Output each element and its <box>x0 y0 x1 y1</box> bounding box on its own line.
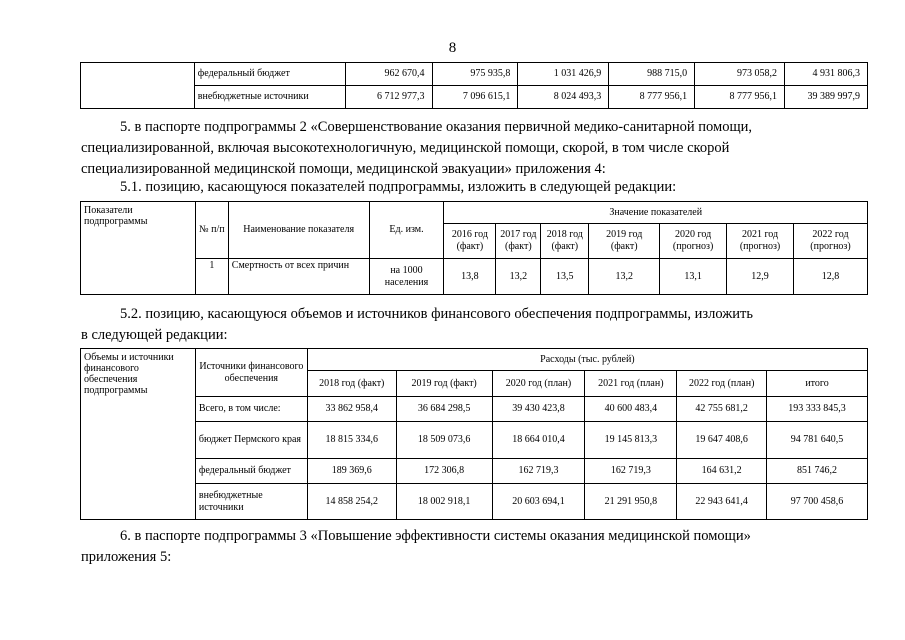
value-cell: 193 333 845,3 <box>767 397 868 422</box>
year-header: 2019 год (факт) <box>396 371 492 397</box>
indicator-value: 12,8 <box>793 259 867 295</box>
paragraph-5 <box>81 117 867 180</box>
col-header-expenses: Расходы (тыс. рублей) <box>307 349 867 371</box>
value-cell: 42 755 681,2 <box>677 397 767 422</box>
value-cell: 18 002 918,1 <box>396 484 492 520</box>
value-cell: 164 631,2 <box>677 459 767 484</box>
value-cell: 162 719,3 <box>585 459 677 484</box>
value-cell: 8 777 956,1 <box>695 86 785 109</box>
year-header: 2016 год (факт) <box>444 224 496 259</box>
indicator-value: 13,2 <box>589 259 660 295</box>
value-cell: 18 664 010,4 <box>492 422 585 459</box>
paragraph-6 <box>81 526 867 568</box>
paragraph-6-line-2: приложения 5: <box>81 549 172 565</box>
indicator-value: 13,1 <box>660 259 727 295</box>
top-financing-table <box>80 62 868 109</box>
paragraph-5-1: 5.1. позицию, касающуюся показателей подпрограммы, изложить в следующей редакции: <box>120 179 677 195</box>
year-header: 2017 год (факт) <box>496 224 541 259</box>
value-cell: 189 369,6 <box>307 459 396 484</box>
indicator-name: Смертность от всех причин <box>228 259 369 295</box>
paragraph-5-2 <box>81 304 867 346</box>
value-cell: 20 603 694,1 <box>492 484 585 520</box>
col-header-num: № п/п <box>195 202 228 259</box>
row-label: Всего, в том числе: <box>195 397 307 422</box>
row-label: внебюджетные источники <box>194 86 345 109</box>
value-cell: 18 509 073,6 <box>396 422 492 459</box>
col-header-name: Наименование показателя <box>228 202 369 259</box>
value-cell: 973 058,2 <box>695 63 785 86</box>
paragraph-6-line-1: 6. в паспорте подпрограммы 3 «Повышение эффективности системы оказания медицинской помощи» <box>120 528 751 544</box>
year-header: 2022 год (прогноз) <box>793 224 867 259</box>
row-label: федеральный бюджет <box>194 63 345 86</box>
col-header-unit: Ед. изм. <box>369 202 444 259</box>
value-cell: 172 306,8 <box>396 459 492 484</box>
side-label: Объемы и источники финансового обеспечения подпрограммы <box>81 349 196 520</box>
indicator-value: 13,8 <box>444 259 496 295</box>
year-header: 2022 год (план) <box>677 371 767 397</box>
value-cell: 36 684 298,5 <box>396 397 492 422</box>
indicators-table <box>80 201 868 295</box>
empty-side-cell <box>81 63 195 109</box>
paragraph-5-2-line-1: 5.2. позицию, касающуюся объемов и источников финансового обеспечения подпрограммы, изложить <box>120 306 753 322</box>
year-header: 2020 год (план) <box>492 371 585 397</box>
finance-table <box>80 348 868 520</box>
value-cell: 19 647 408,6 <box>677 422 767 459</box>
side-label: Показатели подпрограммы <box>81 202 196 295</box>
indicator-value: 13,5 <box>541 259 589 295</box>
value-cell: 851 746,2 <box>767 459 868 484</box>
year-header: 2018 год (факт) <box>307 371 396 397</box>
indicator-unit: на 1000 населения <box>369 259 444 295</box>
year-header: 2020 год (прогноз) <box>660 224 727 259</box>
year-header: 2021 год (прогноз) <box>727 224 794 259</box>
col-header-sources: Источники финансового обеспечения <box>195 349 307 397</box>
value-cell: 1 031 426,9 <box>518 63 609 86</box>
value-cell: 22 943 641,4 <box>677 484 767 520</box>
value-cell: 33 862 958,4 <box>307 397 396 422</box>
value-cell: 8 777 956,1 <box>609 86 695 109</box>
indicator-value: 13,2 <box>496 259 541 295</box>
year-header: 2021 год (план) <box>585 371 677 397</box>
row-label: федеральный бюджет <box>195 459 307 484</box>
value-cell: 40 600 483,4 <box>585 397 677 422</box>
page-number: 8 <box>448 40 457 56</box>
row-label: внебюджетные источники <box>195 484 307 520</box>
value-cell: 162 719,3 <box>492 459 585 484</box>
value-cell: 94 781 640,5 <box>767 422 868 459</box>
year-header: 2018 год (факт) <box>541 224 589 259</box>
indicator-value: 12,9 <box>727 259 794 295</box>
paragraph-5-line-2: специализированной, включая высокотехнологичную, медицинской помощи, скорой, в том числе скорой <box>81 140 730 156</box>
value-cell: 975 935,8 <box>432 63 518 86</box>
value-cell: 7 096 615,1 <box>432 86 518 109</box>
value-cell: 14 858 254,2 <box>307 484 396 520</box>
paragraph-5-line-3: специализированной медицинской помощи, медицинской эвакуации» приложения 4: <box>81 161 606 177</box>
value-cell: 18 815 334,6 <box>307 422 396 459</box>
value-cell: 962 670,4 <box>345 63 432 86</box>
year-header: итого <box>767 371 868 397</box>
paragraph-5-line-1: 5. в паспорте подпрограммы 2 «Совершенствование оказания первичной медико-санитарной помощи, <box>120 119 752 135</box>
value-cell: 4 931 806,3 <box>785 63 868 86</box>
value-cell: 8 024 493,3 <box>518 86 609 109</box>
value-cell: 19 145 813,3 <box>585 422 677 459</box>
value-cell: 988 715,0 <box>609 63 695 86</box>
col-header-values: Значение показателей <box>444 202 868 224</box>
value-cell: 39 389 997,9 <box>785 86 868 109</box>
paragraph-5-2-line-2: в следующей редакции: <box>81 327 228 343</box>
value-cell: 21 291 950,8 <box>585 484 677 520</box>
value-cell: 39 430 423,8 <box>492 397 585 422</box>
row-label: бюджет Пермского края <box>195 422 307 459</box>
row-num: 1 <box>195 259 228 295</box>
value-cell: 97 700 458,6 <box>767 484 868 520</box>
year-header: 2019 год (факт) <box>589 224 660 259</box>
value-cell: 6 712 977,3 <box>345 86 432 109</box>
